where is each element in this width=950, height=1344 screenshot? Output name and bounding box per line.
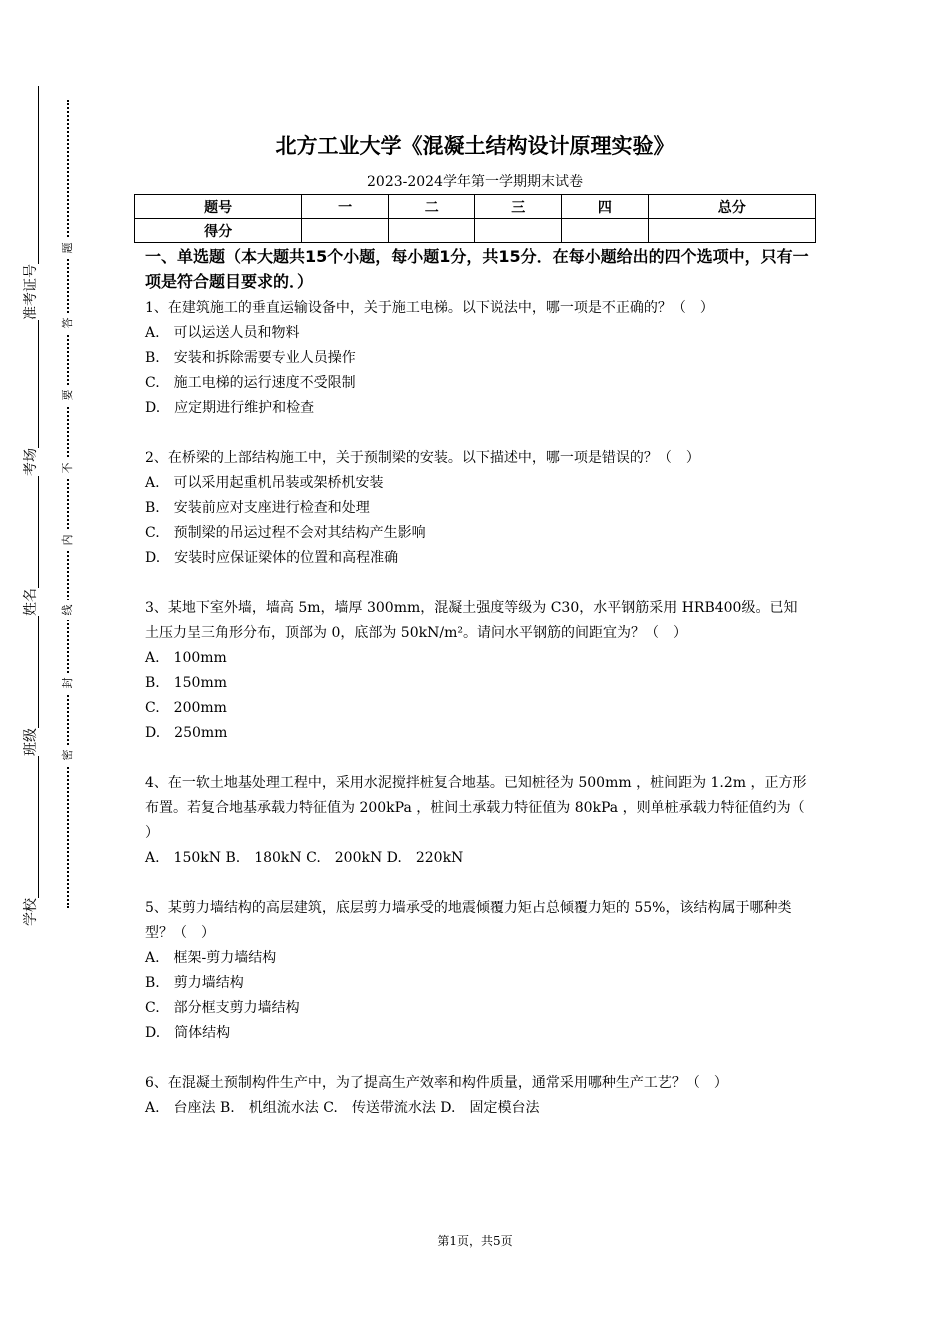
score-header-cell: 一 [302,195,389,219]
score-cell[interactable] [562,219,649,243]
score-cell[interactable] [388,219,475,243]
seal-char: 要 [59,385,75,405]
options-inline: A. 台座法 B. 机组流水法 C. 传送带流水法 D. 固定模台法 [145,1100,540,1116]
option-d: D. 筒体结构 [145,1025,231,1041]
option-d: D. 安装时应保证梁体的位置和高程准确 [145,550,399,566]
score-header-cell: 三 [475,195,562,219]
option-d: D. 250mm [145,725,228,741]
option-c: C. 施工电梯的运行速度不受限制 [145,375,356,391]
question-text: 4、在一软土地基处理工程中，采用水泥搅拌桩复合地基。已知桩径为 500mm ，桩间距为 1.2m ，正方形布置。若复合地基承载力特征值为 200kPa ，桩间土承载力特征值为 80kPa ，则单桩承载力特征值约为（ ） [145,775,807,841]
question-6 [145,1071,810,1121]
score-header-cell: 四 [562,195,649,219]
option-a: A. 100mm [145,650,227,666]
option-a: A. 可以运送人员和物料 [145,325,300,341]
binding-solid-line [38,86,39,926]
option-d: D. 应定期进行维护和检查 [145,400,315,416]
question-text: 3、某地下室外墙，墙高 5m，墙厚 300mm，混凝土强度等级为 C30，水平钢筋采用 HRB400级。已知土压力呈三角形分布，顶部为 0，底部为 50kN/m²。请问水平钢筋的间距宜为？（ ） [145,600,798,641]
margin-label-school: 学校 [18,898,42,926]
score-label-cell: 得分 [135,219,302,243]
exam-title: 北方工业大学《混凝土结构设计原理实验》 [275,134,675,158]
option-b: B. 150mm [145,675,228,691]
exam-content [145,244,810,1146]
section-heading: 一、单选题（本大题共15个小题，每小题1分，共15分．在每小题给出的四个选项中，只有一项是符合题目要求的．） [145,247,809,291]
page-footer: 第1页，共5页 [437,1234,513,1248]
margin-label-name: 姓名 [18,588,42,616]
seal-char: 答 [59,313,75,333]
question-5 [145,896,810,1046]
options-inline: A. 150kN B. 180kN C. 200kN D. 220kN [145,850,464,866]
option-a: A. 框架-剪力墙结构 [145,950,277,966]
question-2 [145,446,810,571]
score-header-cell: 二 [388,195,475,219]
question-1 [145,296,810,421]
question-4 [145,771,810,871]
score-cell[interactable] [475,219,562,243]
question-3 [145,596,810,746]
seal-dotted-line [67,100,69,908]
score-header-cell: 总分 [648,195,815,219]
exam-subtitle: 2023-2024学年第一学期期末试卷 [367,174,583,190]
question-text: 6、在混凝土预制构件生产中，为了提高生产效率和构件质量，通常采用哪种生产工艺？（ ） [145,1075,728,1091]
margin-label-exam-room: 考场 [18,448,42,476]
option-c: C. 部分框支剪力墙结构 [145,1000,300,1016]
margin-label-exam-number: 准考证号 [18,264,42,320]
option-b: B. 安装前应对支座进行检查和处理 [145,500,370,516]
option-c: C. 200mm [145,700,227,716]
option-b: B. 安装和拆除需要专业人员操作 [145,350,356,366]
seal-char: 内 [59,530,75,550]
score-header-cell: 题号 [135,195,302,219]
question-text: 2、在桥梁的上部结构施工中，关于预制梁的安装。以下描述中，哪一项是错误的？（ ） [145,450,700,466]
question-text: 1、在建筑施工的垂直运输设备中，关于施工电梯。以下说法中，哪一项是不正确的？（ ） [145,300,714,316]
seal-char: 题 [59,238,75,258]
score-table-score-row [135,219,816,243]
score-table-header-row [135,195,816,219]
score-cell[interactable] [648,219,815,243]
seal-char: 线 [59,600,75,620]
seal-char: 封 [59,673,75,693]
option-b: B. 剪力墙结构 [145,975,244,991]
margin-label-class: 班级 [18,728,42,756]
score-table [134,194,816,243]
option-a: A. 可以采用起重机吊装或架桥机安装 [145,475,384,491]
score-cell[interactable] [302,219,389,243]
seal-char: 不 [59,458,75,478]
question-text: 5、某剪力墙结构的高层建筑，底层剪力墙承受的地震倾覆力矩占总倾覆力矩的 55%，该结构属于哪种类型？（ ） [145,900,792,941]
seal-char: 密 [59,745,75,765]
option-c: C. 预制梁的吊运过程不会对其结构产生影响 [145,525,426,541]
